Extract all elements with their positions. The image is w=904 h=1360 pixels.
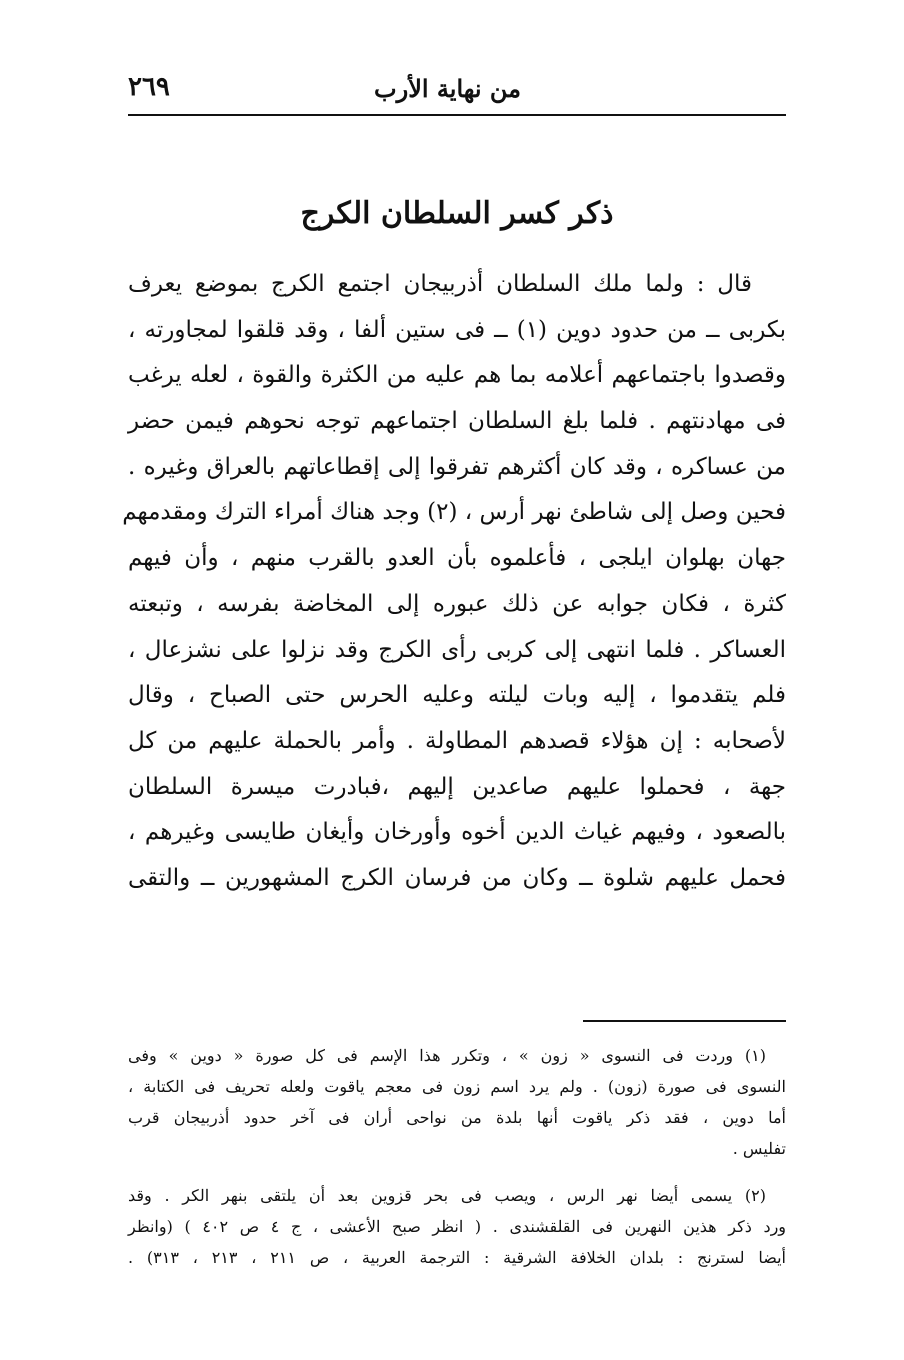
footnote-line: أما دوين ، فقد ذكر ياقوت أنها بلدة من نواحى أران فى آخر حدود أذربيجان قرب — [128, 1108, 786, 1127]
footnote-2 — [128, 1180, 786, 1273]
body-line: العساكر . فلما انتهى إلى كربى رأى الكرج وقد نزلوا على نشزعال ، — [128, 636, 786, 663]
body-line: فى مهادنتهم . فلما بلغ السلطان اجتماعهم توجه نحوهم فيمن حضر — [128, 408, 786, 435]
body-line: قال : ولما ملك السلطان أذربيجان اجتمع الكرج بموضع يعرف — [128, 271, 752, 297]
body-line: جهان بهلوان ايلجى ، فأعلموه بأن العدو بالقرب منهم ، وأن فيهم — [128, 545, 786, 572]
section-title: ذكر كسر السلطان الكرج — [300, 196, 614, 231]
body-line: فحين وصل إلى شاطئ نهر أرس ، (٢) وجد هناك أمراء الترك ومقدمهم — [122, 499, 786, 526]
body-text — [122, 262, 786, 902]
body-line: من عساكره ، وقد كان أكثرهم تفرقوا إلى إقطاعاتهم بالعراق وغيره . — [128, 453, 786, 480]
footnote-line: تفليس . — [732, 1139, 786, 1158]
footnote-line: النسوى فى صورة (زون) . ولم يرد اسم زون فى معجم ياقوت ولعله تحريف فى الكتابة ، — [128, 1077, 786, 1096]
header-rule — [128, 114, 786, 116]
body-line: فحمل عليهم شلوة ــ وكان من فرسان الكرج المشهورين ــ والتقى — [128, 864, 786, 891]
running-header-title: من نهاية الأرب — [374, 74, 521, 103]
footnote-line: (١) وردت فى النسوى « زون » ، وتكرر هذا الإسم فى كل صورة « دوين » وفى — [128, 1046, 766, 1065]
footnote-rule — [583, 1020, 786, 1022]
page-number: ٢٦٩ — [128, 72, 170, 102]
footnote-spacer — [128, 1164, 786, 1180]
body-line: فلم يتقدموا ، إليه وبات ليلته وعليه الحرس حتى الصباح ، وقال — [128, 682, 786, 709]
body-line: جهة ، فحملوا عليهم صاعدين إليهم ،فبادرت ميسرة السلطان — [128, 773, 786, 800]
footnote-line: أيضا لسترنج : بلدان الخلافة الشرقية : الترجمة العربية ، ص ٢١١ ، ٢١٣ ، ٣١٣) . — [128, 1248, 786, 1267]
footnote-1 — [128, 1040, 786, 1164]
footnotes — [128, 1040, 786, 1273]
body-line: بالصعود ، وفيهم غياث الدين أخوه وأورخان وأيغان طايسى وغيرهم ، — [128, 819, 786, 846]
body-line: كثرة ، فكان جوابه عن ذلك عبوره إلى المخاضة بفرسه ، وتبعته — [128, 590, 786, 617]
footnote-line: ورد ذكر هذين النهرين فى القلقشندى . ( انظر صبح الأعشى ، ج ٤ ص ٤٠٢ ) (وانظر — [128, 1217, 787, 1236]
body-line: لأصحابه : إن هؤلاء قصدهم المطاولة . وأمر بالحملة عليهم من كل — [128, 727, 786, 754]
body-line: بكربى ــ من حدود دوين (١) ــ فى ستين ألفا ، وقد قلقوا لمجاورته ، — [128, 316, 786, 343]
footnote-line: (٢) يسمى أيضا نهر الرس ، ويصب فى بحر قزوين بعد أن يلتقى بنهر الكر . وقد — [128, 1186, 766, 1205]
body-line: وقصدوا باجتماعهم أعلامه بما هم عليه من الكثرة والقوة ، لعله يرغب — [128, 362, 786, 389]
running-header — [128, 72, 786, 112]
